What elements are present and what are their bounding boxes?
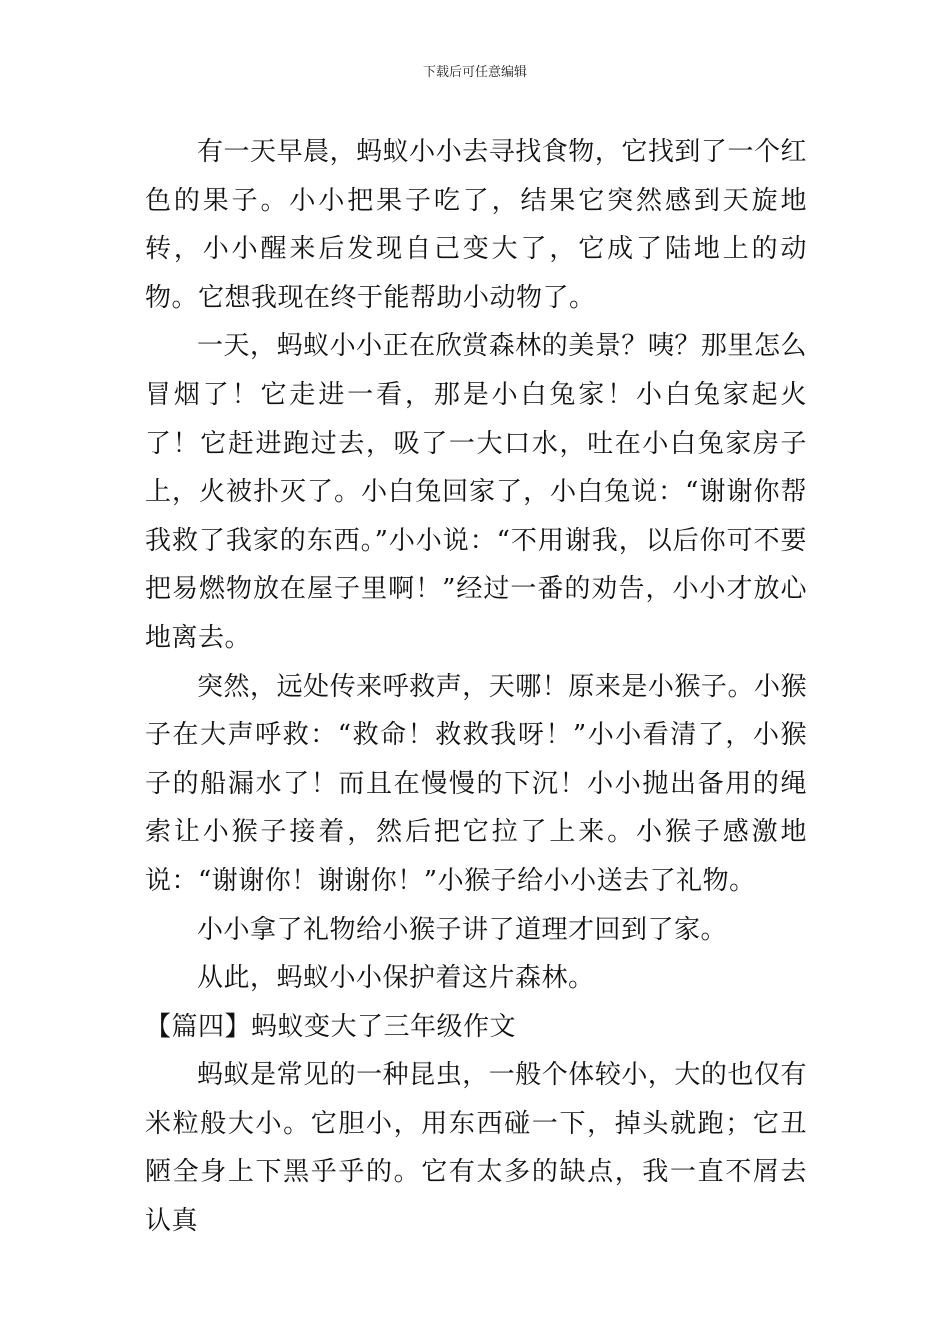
paragraph-ant-description: 蚂蚁是常见的一种昆虫，一般个体较小，大的也仅有米粒般大小。它胆小，用东西碰一下，掉头就跑；它丑陋全身上下黑乎乎的。它有太多的缺点，我一直不屑去认真 [145, 1060, 807, 1237]
paragraph-return-home: 小小拿了礼物给小猴子讲了道理才回到了家。 [197, 914, 728, 945]
paragraph-ant-finds-fruit: 有一天早晨，蚂蚁小小去寻找食物，它找到了一个红色的果子。小小把果子吃了，结果它突然感到天旋地转，小小醒来后发现自己变大了，它成了陆地上的动物。它想我现在终于能帮助小动物了。 [145, 137, 807, 313]
page-header: 下载后可任意编辑 [422, 65, 527, 80]
paragraph-rabbit-house-fire: 一天，蚂蚁小小正在欣赏森林的美景？咦？那里怎么冒烟了！它走进一看，那是小白兔家！小白兔家起火了！它赶进跑过去，吸了一大口水，吐在小白兔家房子上，火被扑灭了。小白兔回家了，小白兔说：“谢谢你帮我救了我家的东西。”小小说：“不用谢我，以后你可不要把易燃物放在屋子里啊！”经过一番的劝告，小小才放心地离去。 [145, 331, 807, 653]
paragraph-protect-forest: 从此，蚂蚁小小保护着这片森林。 [197, 963, 595, 994]
paragraph-monkey-rescue: 突然，远处传来呼救声，天哪！原来是小猴子。小猴子在大声呼救：“救命！救救我呀！”小小看清了，小猴子的船漏水了！而且在慢慢的下沉！小小抛出备用的绳索让小猴子接着，然后把它拉了上来。小猴子感激地说：“谢谢你！谢谢你！”小猴子给小小送去了礼物。 [145, 671, 807, 896]
section-heading: 【篇四】蚂蚁变大了三年级作文 [145, 1011, 517, 1042]
document-body [145, 128, 807, 1246]
